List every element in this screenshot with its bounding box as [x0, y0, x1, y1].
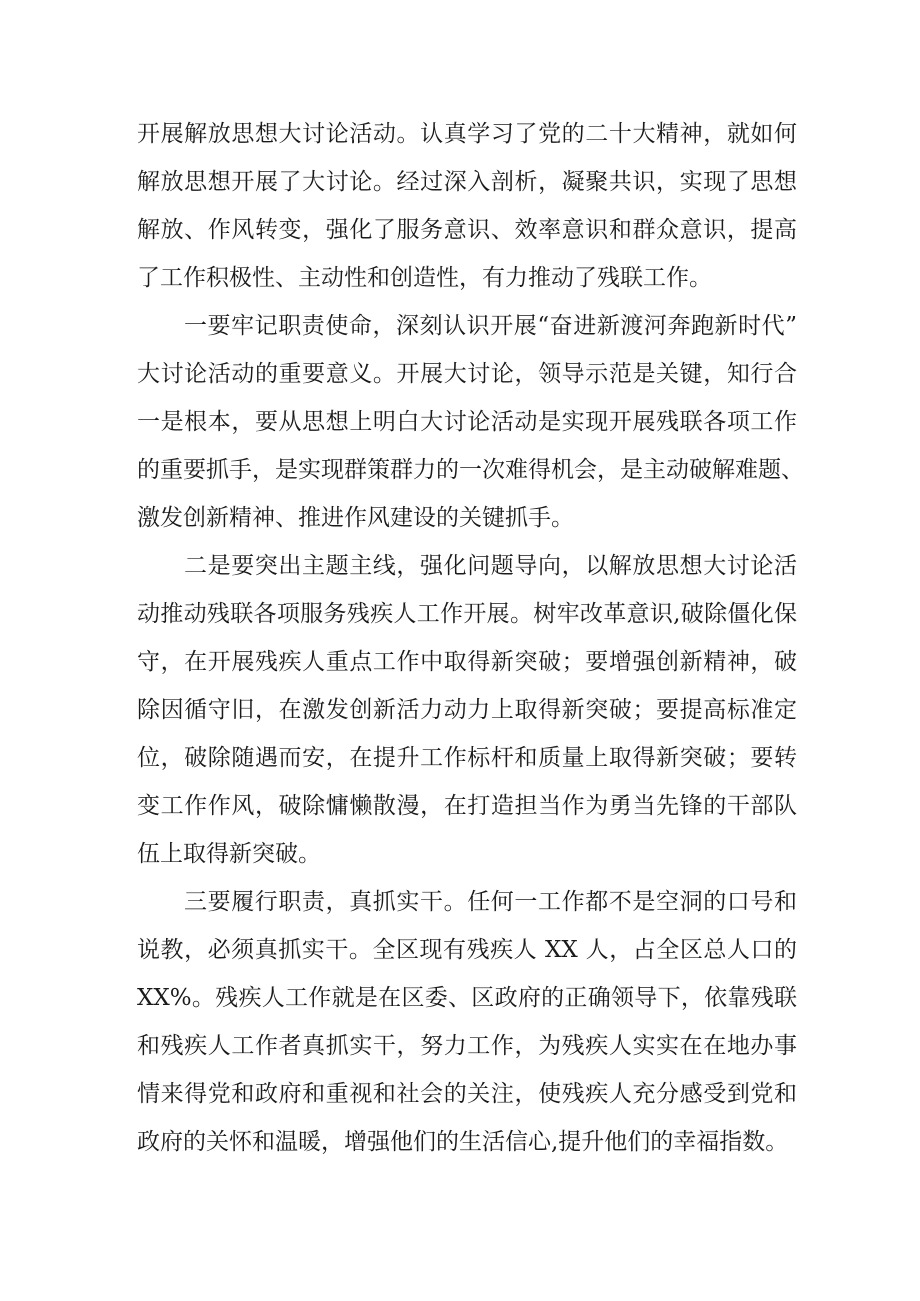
- paragraph-line: 伍上取得新突破。: [137, 841, 321, 867]
- paragraph-line: 二是要突出主题主线，强化问题导向，以解放思想大讨论活: [184, 553, 797, 579]
- paragraph-line: XX%。残疾人工作就是在区委、区政府的正确领导下，依靠残联: [137, 985, 797, 1011]
- paragraph-line: 解放思想开展了大讨论。经过深入剖析，凝聚共识，实现了思想: [137, 169, 797, 195]
- paragraph-line: 一是根本，要从思想上明白大讨论活动是实现开展残联各项工作: [137, 409, 797, 435]
- paragraph-line: 政府的关怀和温暖，增强他们的生活信心,提升他们的幸福指数。: [137, 1129, 789, 1155]
- paragraph-line: 开展解放思想大讨论活动。认真学习了党的二十大精神，就如何: [137, 121, 797, 147]
- paragraph-line: 位，破除随遇而安，在提升工作标杆和质量上取得新突破；要转: [137, 745, 797, 771]
- paragraph-line: 说教，必须真抓实干。全区现有残疾人 XX 人，占全区总人口的: [137, 937, 797, 963]
- paragraph-line: 守，在开展残疾人重点工作中取得新突破；要增强创新精神，破: [137, 649, 797, 675]
- paragraph-line: 动推动残联各项服务残疾人工作开展。树牢改革意识,破除僵化保: [137, 601, 797, 627]
- paragraph-line: 一要牢记职责使命，深刻认识开展“奋进新渡河奔跑新时代”: [184, 313, 797, 339]
- paragraph-line: 解放、作风转变，强化了服务意识、效率意识和群众意识，提高: [137, 217, 797, 243]
- paragraph-line: 三要履行职责，真抓实干。任何一工作都不是空洞的口号和: [184, 889, 797, 915]
- paragraph-line: 变工作作风，破除慵懒散漫，在打造担当作为勇当先锋的干部队: [137, 793, 797, 819]
- paragraph-line: 了工作积极性、主动性和创造性，有力推动了残联工作。: [137, 265, 712, 291]
- paragraph-line: 的重要抓手，是实现群策群力的一次难得机会，是主动破解难题、: [137, 457, 804, 483]
- paragraph-line: 激发创新精神、推进作风建设的关键抓手。: [137, 505, 574, 531]
- paragraph-line: 情来得党和政府和重视和社会的关注，使残疾人充分感受到党和: [137, 1081, 797, 1107]
- paragraph-line: 大讨论活动的重要意义。开展大讨论，领导示范是关键，知行合: [137, 361, 797, 387]
- paragraph-line: 除因循守旧，在激发创新活力动力上取得新突破；要提高标准定: [137, 697, 797, 723]
- paragraph-line: 和残疾人工作者真抓实干，努力工作，为残疾人实实在在地办事: [137, 1033, 797, 1059]
